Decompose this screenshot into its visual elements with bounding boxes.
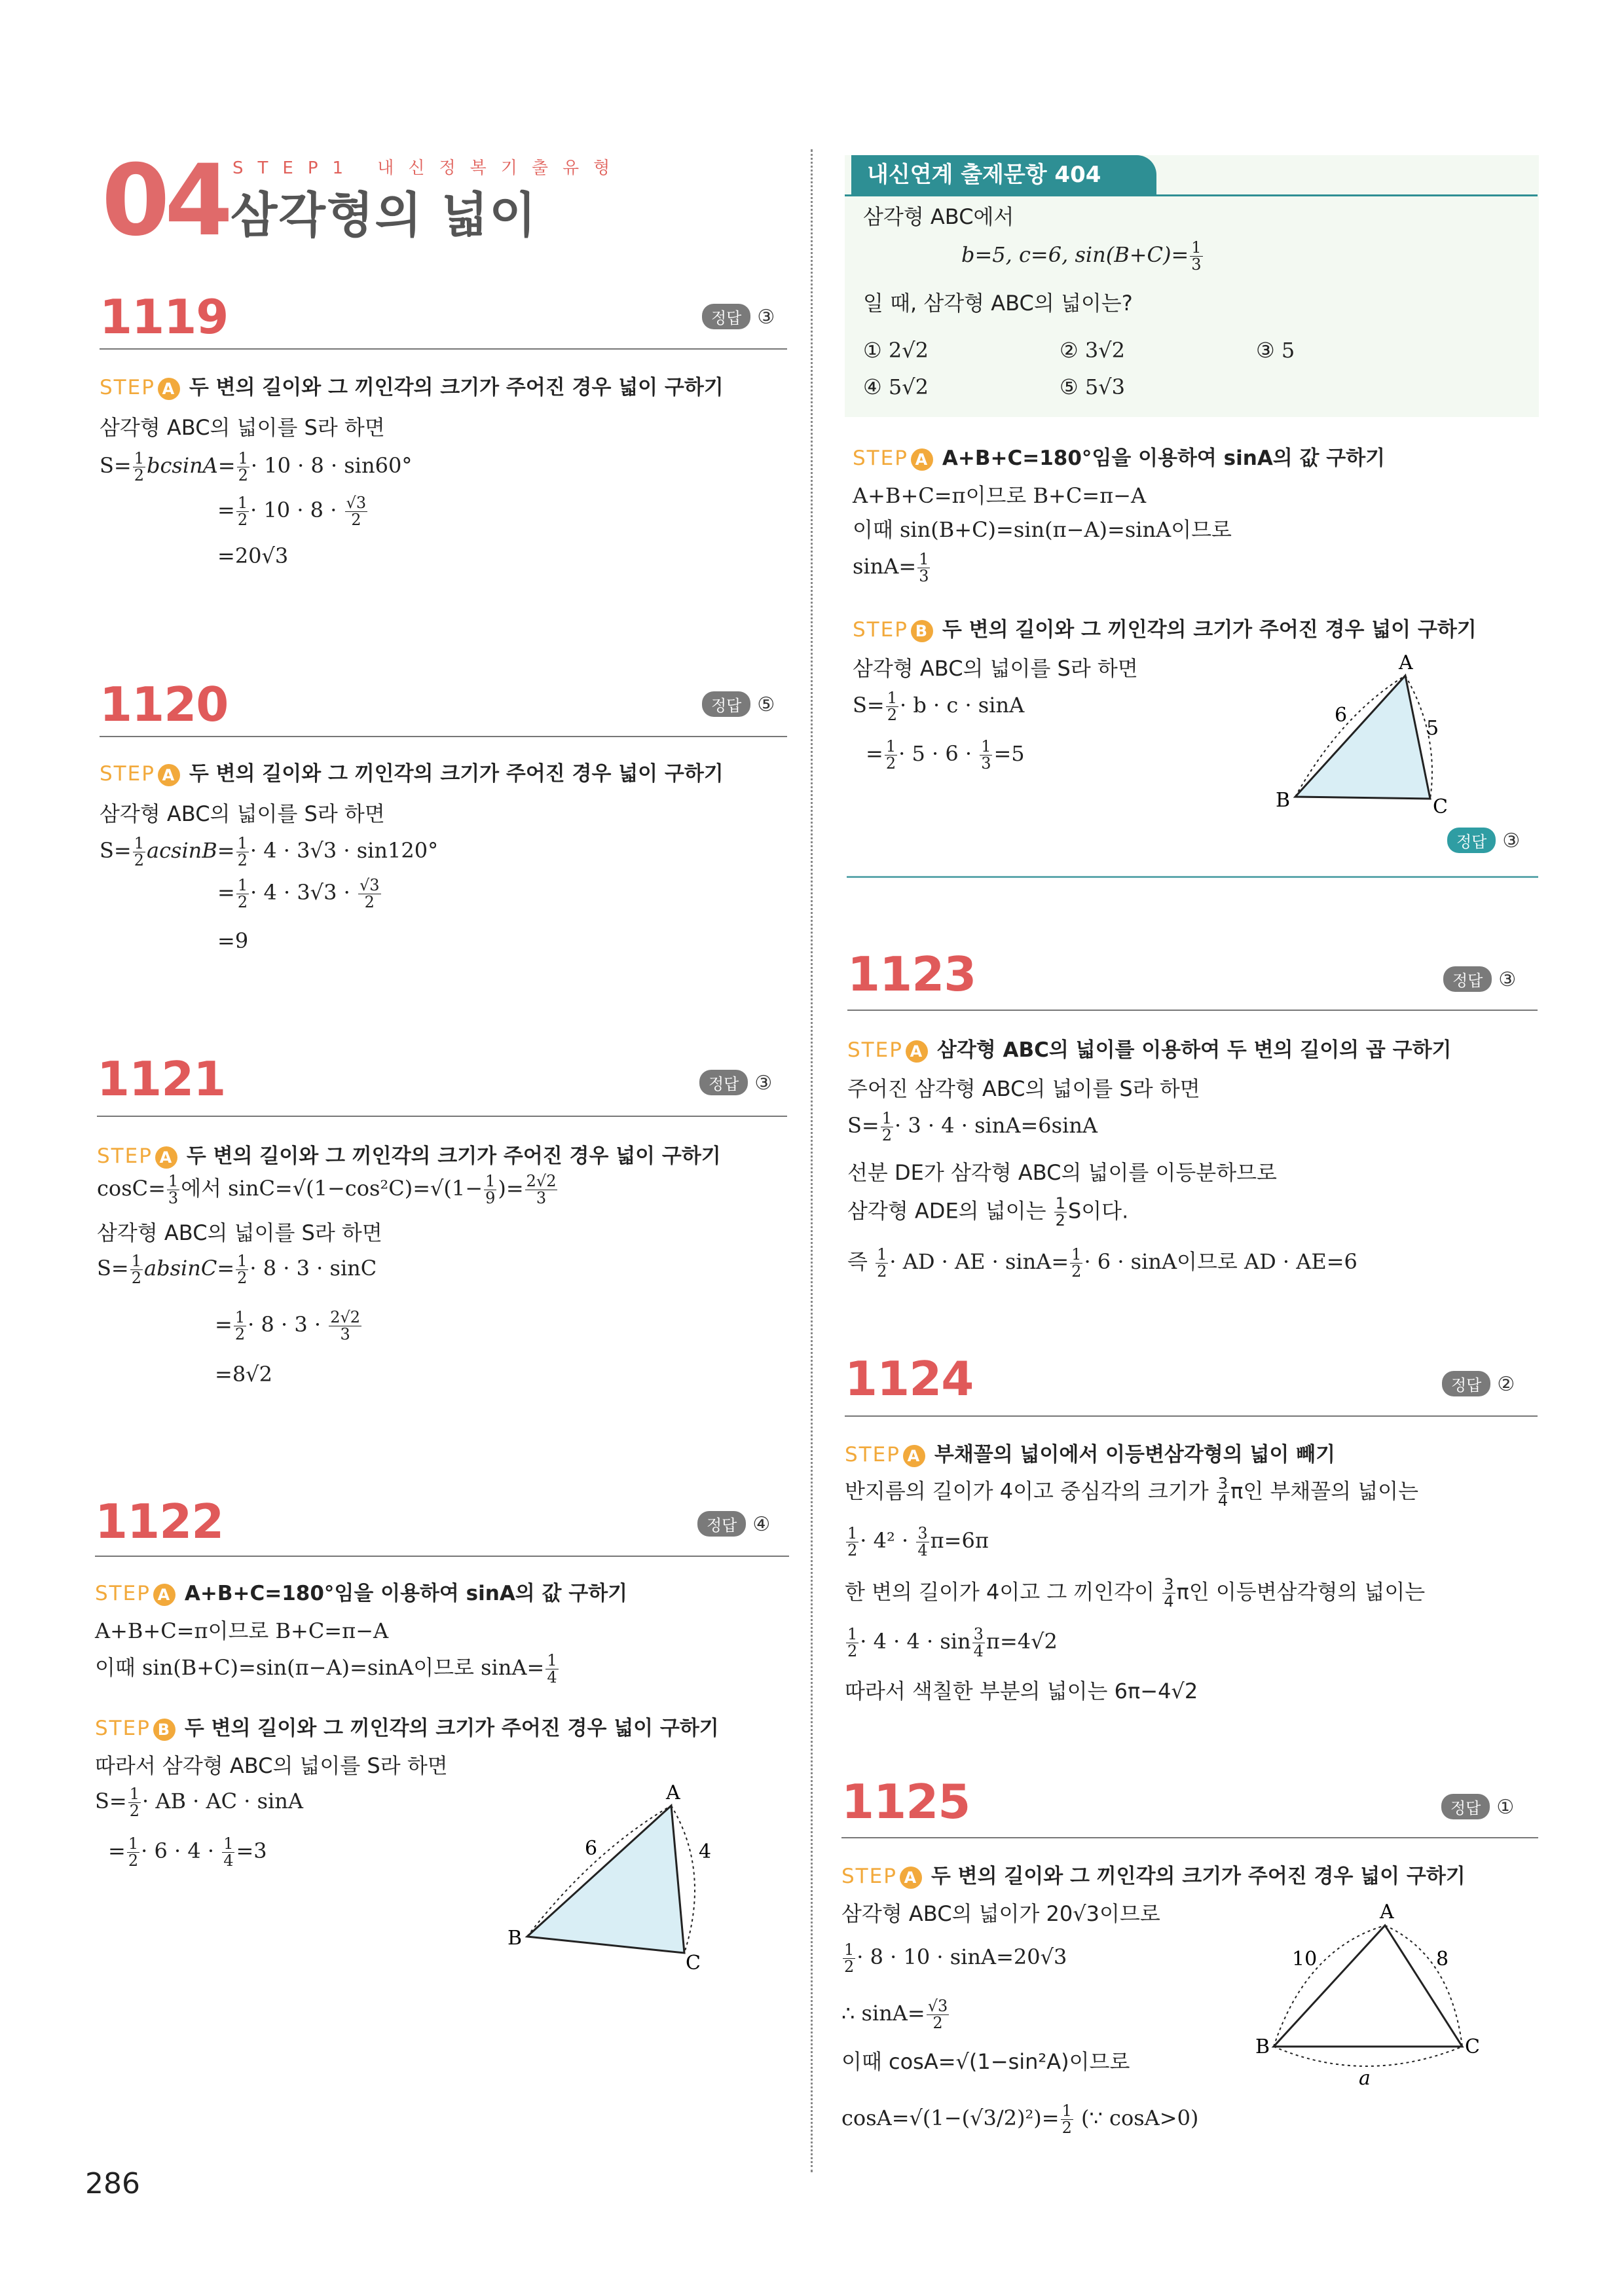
answer-tag: 정답 bbox=[1443, 966, 1492, 992]
chapter-step-label: STEP1 내신정복기출유형 bbox=[232, 158, 625, 178]
problem-number: 1121 bbox=[97, 1051, 226, 1106]
solution-line: =8√2 bbox=[215, 1362, 272, 1387]
choice: ⑤ 5√3 bbox=[1060, 374, 1125, 399]
problem-1121 bbox=[97, 1051, 794, 1422]
vertex-label: A bbox=[666, 1781, 680, 1804]
solution-line: 삼각형 ABC의 넓이를 S라 하면 bbox=[100, 415, 385, 440]
solution-line: 삼각형 ABC의 넓이를 S라 하면 bbox=[853, 656, 1138, 681]
answer bbox=[1443, 966, 1516, 992]
step-heading: STEP A 두 변의 길이와 그 끼인각의 크기가 주어진 경우 넓이 구하기 bbox=[841, 1865, 1466, 1888]
vertex-label: C bbox=[1433, 795, 1448, 818]
choice: ③ 5 bbox=[1256, 338, 1295, 363]
page-number: 286 bbox=[85, 2167, 140, 2200]
problem-number: 1119 bbox=[100, 289, 229, 344]
problem-number: 1120 bbox=[100, 677, 229, 732]
triangle-figure bbox=[1254, 1896, 1516, 2092]
step-heading: STEP A 부채꼴의 넓이에서 이등변삼각형의 넓이 빼기 bbox=[845, 1443, 1336, 1467]
problem-rule bbox=[100, 736, 787, 737]
problem-number: 1123 bbox=[847, 947, 976, 1002]
problem-1125 bbox=[841, 1774, 1542, 2171]
solution-line: $\frac{1}{2}$ · 4 · 4 · sin $\frac{3}{4}$ π=4√2 bbox=[847, 1625, 1058, 1661]
chapter-title: 삼각형의 넓이 bbox=[231, 187, 538, 244]
answer bbox=[697, 1511, 770, 1537]
side-label: 8 bbox=[1436, 1948, 1449, 1971]
solution-line: 이때 sin(B+C)=sin(π−A)=sinA이므로 sinA= $\frac{1}{4}$ bbox=[95, 1651, 557, 1687]
solution-line: =20√3 bbox=[217, 543, 289, 568]
answer-tag: 정답 bbox=[697, 1511, 746, 1537]
solution-line: S= $\frac{1}{2}$ acsinB= $\frac{1}{2}$ · 4 · 3√3 · sin120° bbox=[100, 834, 439, 870]
solution-line: 선분 DE가 삼각형 ABC의 넓이를 이등분하므로 bbox=[847, 1160, 1277, 1185]
solution-line: 따라서 삼각형 ABC의 넓이를 S라 하면 bbox=[95, 1753, 448, 1778]
solution-line: 주어진 삼각형 ABC의 넓이를 S라 하면 bbox=[847, 1076, 1200, 1101]
solution-line: 즉 $\frac{1}{2}$ · AD · AE · sinA= $\frac{1}{2}$ · 6 · sinA이므로 AD · AE=6 bbox=[847, 1245, 1357, 1281]
problem-number: 1122 bbox=[95, 1494, 224, 1549]
solution-line: A+B+C=π이므로 B+C=π−A bbox=[853, 483, 1147, 508]
side-label: a bbox=[1359, 2067, 1371, 2090]
question-line: 삼각형 ABC에서 bbox=[863, 204, 1014, 229]
problem-1119 bbox=[100, 289, 794, 608]
solution-line: S= $\frac{1}{2}$ · 3 · 4 · sinA=6sinA bbox=[847, 1109, 1098, 1145]
solution-line: = $\frac{1}{2}$ · 10 · 8 · $\frac{√3}{2}$ bbox=[217, 494, 367, 530]
problem-rule bbox=[100, 348, 787, 350]
answer bbox=[1441, 1794, 1514, 1819]
solution-line: 이때 sin(B+C)=sin(π−A)=sinA이므로 bbox=[853, 517, 1232, 542]
related-heading: 내신연계 출제문항 404 bbox=[851, 155, 1156, 194]
answer bbox=[702, 691, 775, 717]
problem-1124 bbox=[845, 1351, 1541, 1722]
answer bbox=[699, 1070, 772, 1095]
answer-value: ③ bbox=[1502, 829, 1521, 852]
answer bbox=[1442, 1371, 1515, 1396]
answer-value: ② bbox=[1497, 1373, 1515, 1396]
choice: ④ 5√2 bbox=[863, 374, 929, 399]
vertex-label: A bbox=[1399, 651, 1413, 674]
step-heading: STEP A 두 변의 길이와 그 끼인각의 크기가 주어진 경우 넓이 구하기 bbox=[100, 376, 724, 399]
problem-rule bbox=[847, 1010, 1538, 1011]
solution-line: A+B+C=π이므로 B+C=π−A bbox=[95, 1618, 389, 1643]
problem-rule bbox=[845, 1415, 1538, 1417]
step-heading: STEP B 두 변의 길이와 그 끼인각의 크기가 주어진 경우 넓이 구하기 bbox=[95, 1717, 719, 1740]
solution-line: 따라서 색칠한 부분의 넓이는 6π−4√2 bbox=[845, 1679, 1198, 1704]
solution-line: 반지름의 길이가 4이고 중심각의 크기가 $\frac{3}{4}$ π인 부채꼴의 넓이는 bbox=[845, 1474, 1418, 1510]
problem-1120 bbox=[100, 677, 794, 969]
solution-line: 삼각형 ABC의 넓이가 20√3이므로 bbox=[841, 1901, 1160, 1926]
answer-value: ⑤ bbox=[757, 693, 775, 716]
question-line: 일 때, 삼각형 ABC의 넓이는? bbox=[863, 291, 1133, 316]
step-heading: STEP A 삼각형 ABC의 넓이를 이용하여 두 변의 길이의 곱 구하기 bbox=[847, 1038, 1452, 1062]
vertex-label: C bbox=[686, 1952, 701, 1975]
side-label: 5 bbox=[1426, 717, 1439, 740]
solution-line: = $\frac{1}{2}$ · 8 · 3 · $\frac{2√2}{3}$ bbox=[215, 1308, 361, 1344]
question-line: b=5, c=6, sin(B+C)= $\frac{1}{3}$ bbox=[961, 238, 1202, 274]
choice: ② 3√2 bbox=[1060, 338, 1125, 363]
problem-1123 bbox=[847, 947, 1541, 1317]
solution-line: cosA=√(1−(√3/2)²)= $\frac{1}{2}$ (∵ cosA>0) bbox=[841, 2102, 1199, 2138]
solution-line: =9 bbox=[217, 928, 249, 953]
vertex-label: B bbox=[507, 1927, 523, 1950]
vertex-label: A bbox=[1380, 1901, 1394, 1923]
solution-line: 한 변의 길이가 4이고 그 끼인각이 $\frac{3}{4}$ π인 이등변삼각형의 넓이는 bbox=[845, 1575, 1426, 1611]
triangle-figure bbox=[1269, 649, 1518, 820]
answer-tag: 정답 bbox=[702, 304, 750, 329]
solution-line: 삼각형 ABC의 넓이를 S라 하면 bbox=[97, 1220, 382, 1245]
related-rule bbox=[845, 194, 1538, 196]
solution-line: = $\frac{1}{2}$ · 5 · 6 · $\frac{1}{3}$ =5 bbox=[866, 737, 1025, 773]
step-heading: STEP A A+B+C=180°임을 이용하여 sinA의 값 구하기 bbox=[853, 446, 1386, 470]
solution-line: 삼각형 ABC의 넓이를 S라 하면 bbox=[100, 801, 385, 826]
problem-rule bbox=[95, 1556, 789, 1557]
problem-1122 bbox=[95, 1494, 796, 1982]
problem-rule bbox=[841, 1837, 1538, 1838]
chapter-number: 04 bbox=[101, 144, 228, 258]
step-heading: STEP B 두 변의 길이와 그 끼인각의 크기가 주어진 경우 넓이 구하기 bbox=[853, 618, 1477, 642]
solution-line: = $\frac{1}{2}$ · 6 · 4 · $\frac{1}{4}$ =3 bbox=[108, 1834, 267, 1870]
section-separator bbox=[847, 876, 1538, 878]
problem-number: 1125 bbox=[841, 1774, 970, 1829]
answer-value: ④ bbox=[752, 1513, 771, 1536]
side-label: 6 bbox=[1335, 704, 1348, 727]
solution-line: ∴ sinA= $\frac{√3}{2}$ bbox=[841, 1997, 948, 2033]
answer-tag: 정답 bbox=[1442, 1371, 1490, 1396]
triangle-figure bbox=[507, 1773, 822, 1975]
answer bbox=[1447, 828, 1520, 853]
answer-tag: 정답 bbox=[702, 691, 750, 717]
answer-value: ③ bbox=[1498, 968, 1517, 991]
step-heading: STEP A 두 변의 길이와 그 끼인각의 크기가 주어진 경우 넓이 구하기 bbox=[97, 1144, 721, 1168]
solution-line: S= $\frac{1}{2}$ bcsinA= $\frac{1}{2}$ · 10 · 8 · sin60° bbox=[100, 449, 413, 485]
side-label: 10 bbox=[1292, 1948, 1318, 1971]
side-label: 4 bbox=[699, 1840, 712, 1863]
answer-tag: 정답 bbox=[699, 1070, 748, 1095]
solution-line: = $\frac{1}{2}$ · 4 · 3√3 · $\frac{√3}{2}$ bbox=[217, 876, 380, 912]
answer bbox=[702, 304, 775, 329]
step-heading: STEP A A+B+C=180°임을 이용하여 sinA의 값 구하기 bbox=[95, 1582, 628, 1605]
answer-tag: 정답 bbox=[1441, 1794, 1490, 1819]
related-problem bbox=[853, 204, 1544, 859]
problem-rule bbox=[97, 1116, 787, 1117]
choice: ① 2√2 bbox=[863, 338, 929, 363]
vertex-label: B bbox=[1276, 789, 1291, 812]
vertex-label: B bbox=[1255, 2035, 1270, 2058]
solution-line: 이때 cosA=√(1−sin²A)이므로 bbox=[841, 2049, 1130, 2074]
answer-value: ① bbox=[1496, 1796, 1515, 1819]
answer-value: ③ bbox=[757, 306, 775, 329]
solution-line: sinA= $\frac{1}{3}$ bbox=[853, 550, 929, 586]
solution-line: S= $\frac{1}{2}$ · b · c · sinA bbox=[853, 689, 1025, 725]
vertex-label: C bbox=[1465, 2035, 1480, 2058]
solution-line: $\frac{1}{2}$ · 4² · $\frac{3}{4}$ π=6π bbox=[847, 1524, 989, 1560]
answer-tag: 정답 bbox=[1447, 828, 1496, 853]
solution-line: $\frac{1}{2}$ · 8 · 10 · sinA=20√3 bbox=[844, 1941, 1067, 1977]
side-label: 6 bbox=[585, 1837, 598, 1860]
solution-line: S= $\frac{1}{2}$ absinC= $\frac{1}{2}$ · 8 · 3 · sinC bbox=[97, 1252, 377, 1288]
solution-line: S= $\frac{1}{2}$ · AB · AC · sinA bbox=[95, 1785, 303, 1821]
solution-line: 삼각형 ADE의 넓이는 $\frac{1}{2}$ S이다. bbox=[847, 1194, 1129, 1230]
problem-number: 1124 bbox=[845, 1351, 974, 1406]
solution-line: cosC= $\frac{1}{3}$ 에서 sinC=√(1−cos²C)=√(1− $\frac{1}{9}$ )= $\frac{2√2}{3}$ bbox=[97, 1172, 557, 1208]
step-heading: STEP A 두 변의 길이와 그 끼인각의 크기가 주어진 경우 넓이 구하기 bbox=[100, 762, 724, 786]
answer-value: ③ bbox=[754, 1072, 773, 1095]
